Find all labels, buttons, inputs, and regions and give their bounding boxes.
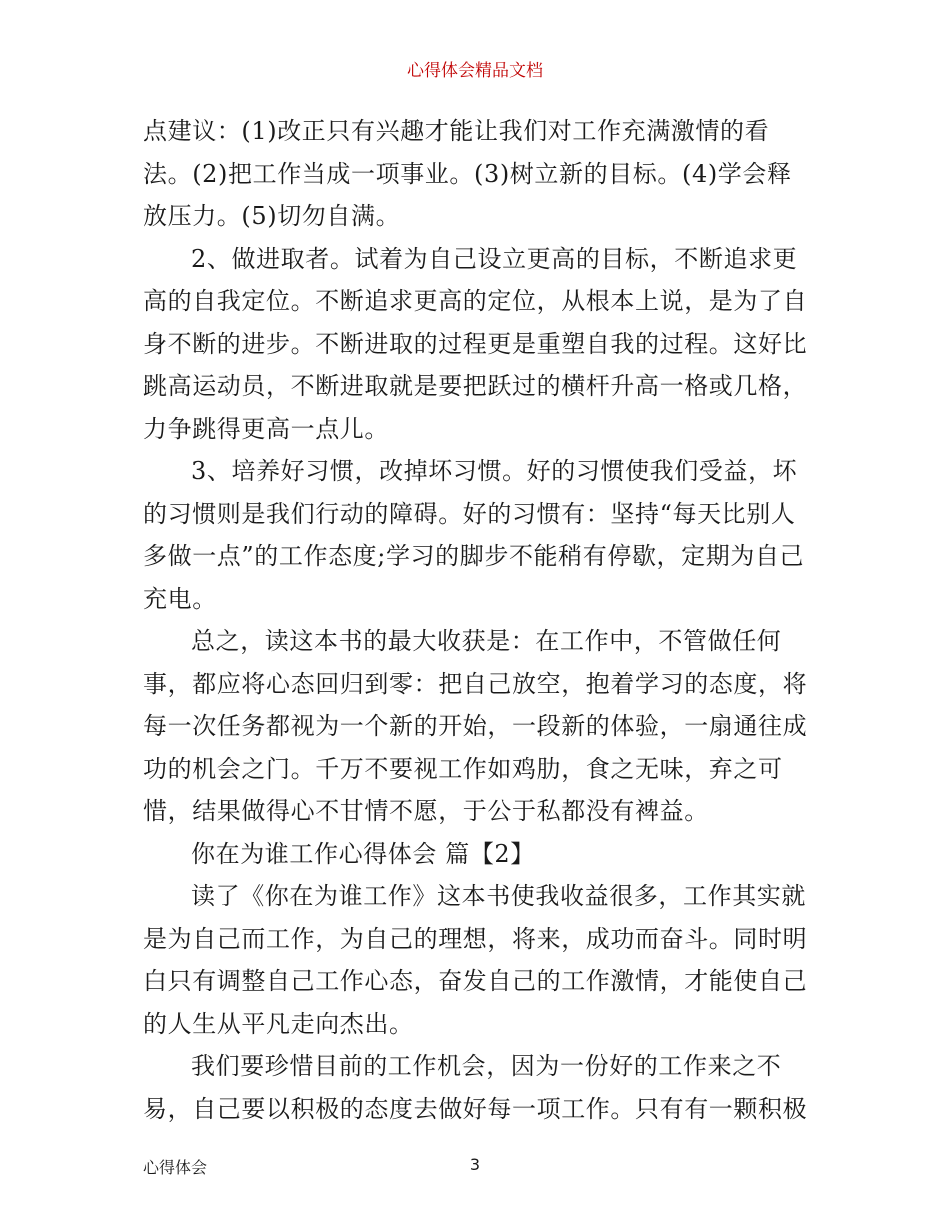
- section-heading: 你在为谁工作心得体会 篇【2】: [191, 839, 535, 868]
- paragraph-summary: 总之，读这本书的最大收获是：在工作中，不管做任何事，都应将心态回归到零：把自己放空，抱着学习的态度，将每一次任务都视为一个新的开始，一段新的体验，一扇通往成功的机会之门。千万不要视工作如鸡肋，食之无味，弃之可惜，结果做得心不甘情不愿，于公于私都没有裨益。: [143, 627, 808, 825]
- footer-label: 心得体会: [143, 1158, 208, 1177]
- page-number: 3: [469, 1155, 481, 1174]
- paragraph-continued: 点建议：(1)改正只有兴趣才能让我们对工作充满激情的看法。(2)把工作当成一项事业。(3)树立新的目标。(4)学会释放压力。(5)切勿自满。: [143, 117, 792, 230]
- paragraph-intro: 读了《你在为谁工作》这本书使我收益很多，工作其实就是为自己而工作，为自己的理想，将来，成功而奋斗。同时明白只有调整自己工作心态，奋发自己的工作激情，才能使自己的人生从平凡走向杰出。: [143, 882, 808, 1038]
- document-body: [143, 110, 813, 1130]
- paragraph-3: 3、培养好习惯，改掉坏习惯。好的习惯使我们受益，坏的习惯则是我们行动的障碍。好的习惯有：坚持“每天比别人多做一点”的工作态度;学习的脚步不能稍有停歇，定期为自己充电。: [143, 457, 805, 613]
- paragraph-2: 2、做进取者。试着为自己设立更高的目标，不断追求更高的自我定位。不断追求更高的定位，从根本上说，是为了自身不断的进步。不断进取的过程更是重塑自我的过程。这好比跳高运动员，不断进取就是要把跃过的横杆升高一格或几格，力争跳得更高一点儿。: [143, 244, 808, 443]
- header-title: 心得体会精品文档: [407, 61, 543, 81]
- paragraph-cherish: 我们要珍惜目前的工作机会，因为一份好的工作来之不易，自己要以积极的态度去做好每一项工作。只有有一颗积极: [143, 1052, 808, 1123]
